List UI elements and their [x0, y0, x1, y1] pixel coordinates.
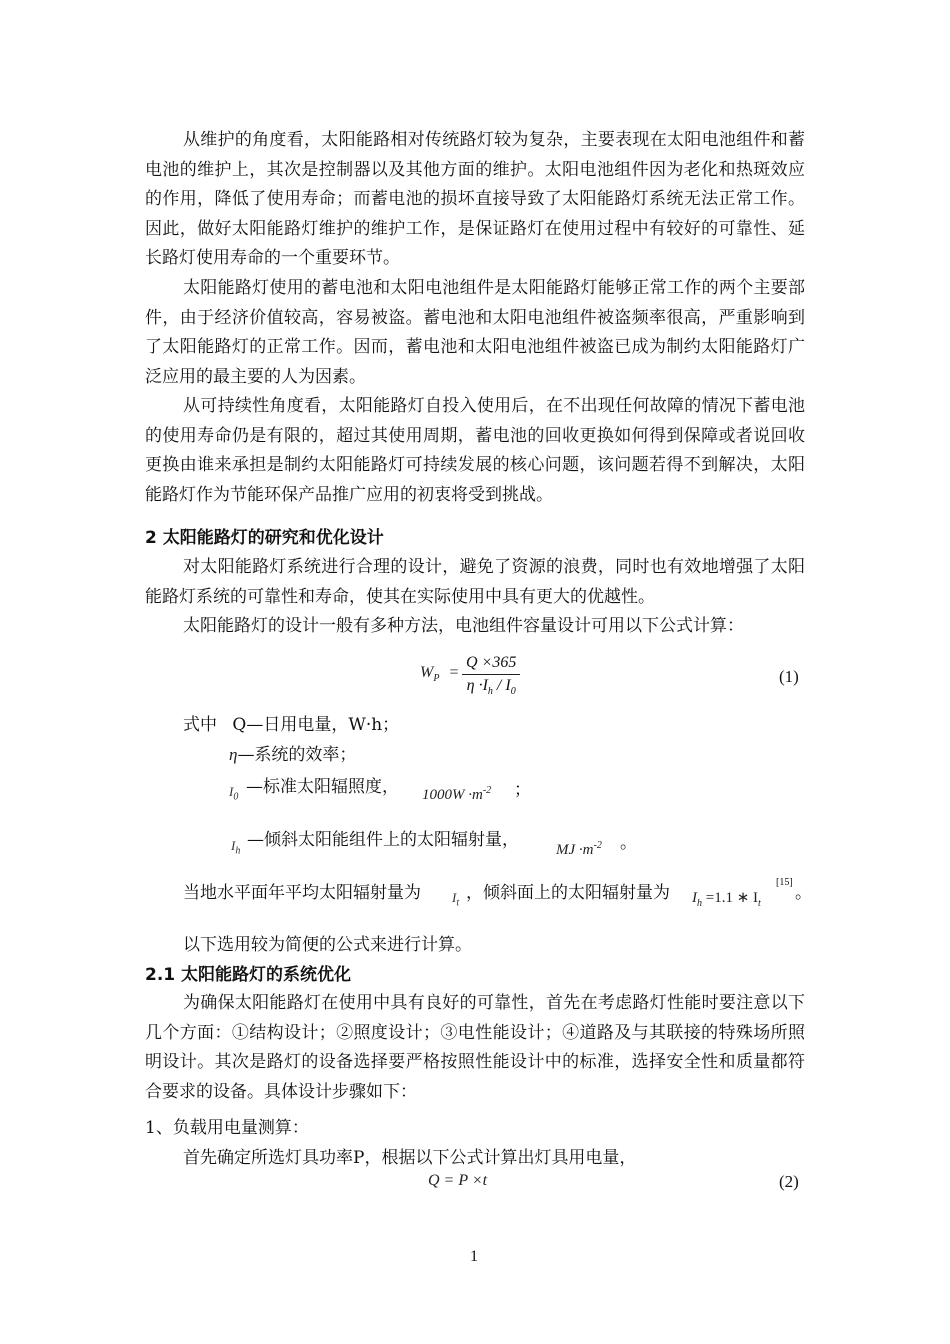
eta-symbol: η: [229, 745, 238, 764]
citation-ref: [15]: [776, 877, 793, 888]
ih-symbol: $I_h$: [231, 838, 241, 857]
document-page: 从维护的角度看，太阳能路相对传统路灯较为复杂，主要表现在太阳电池组件和蓄电池的维护上，其次是控制器以及其他方面的维护。太阳电池组件因为老化和热斑效应的作用，降低了使用寿命；而蓄电池的损坏直接导致了太阳能路灯系统无法正常工作。因此，做好太阳能路灯维护的维护工作，是保证路灯在使用过程中有较好的可靠性、延长路灯使用寿命的一个重要环节。 太阳能路灯使用的蓄电池和太阳电池组件是太阳能路灯能够正常工作的两个主要部件，由于经济价值较高，容易被盗。蓄电池和太阳电池组件被盗频率很高，严重影响到了太阳能路灯的正常工作。因而，蓄电池和太阳电池组件被盗已成为制约太阳能路灯广泛应用的最主要的人为因素。 从可持续性角度看，太阳能路灯自投入使用后，在不出现任何故障的情况下蓄电池的使用寿命仍是有限的，超过其使用周期，蓄电池的回收更换如何得到保障或者说回收更换由谁来承担是制约太阳能路灯可持续发展的核心问题，该问题若得不到解决，太阳能路灯作为节能环保产品推广应用的初衷将受到挑战。 2 太阳能路灯的研究和优化设计 对太阳能路灯系统进行合理的设计，避免了资源的浪费，同时也有效地增强了太阳能路灯系统的可靠性和寿命，使其在实际使用中具有更大的优越性。 太阳能路灯的设计一般有多种方法，电池组件容量设计可用以下公式计算： $W_P$ = Q ×365 $\eta \cdot I_h / I_0$ (1) 式中 Q—日用电量，W·h； η—系统的效率； $I_0$ —标准太阳辐照度， $1000W \cdot m^{-2}$ ； $I_h$ —倾斜太阳能组件上的太阳辐射量， MJ $\cdot m^{-2}$ 。 当地水平面年平均太阳辐射量为 $I_t$ ，倾斜面上的太阳辐射量为 $I_h =1.1$ ∗ $I_t$ [15] 。 以下选用较为简便的公式来进行计算。 2.1 太阳能路灯的系统优化 为确保太阳能路灯在使用中具有良好的可靠性，首先在考虑路灯性能时要注意以下几个方面：①结构设计；②照度设计；③电性能设计；④道路及与其联接的特殊场所照明设计。其次是路灯的设备选择要严格按照性能设计中的标准，选择安全性和质量都符合要求的设备。具体设计步骤如下： 1、负载用电量测算： 首先确定所选灯具功率P，根据以下公式计算出灯具用电量， Q = P ×t (2) 1: [0, 0, 950, 1344]
eq1-lhs: W: [420, 664, 434, 681]
step-heading-1: 1、负载用电量测算：: [145, 1118, 309, 1138]
paragraph-maintenance: 从维护的角度看，太阳能路相对传统路灯较为复杂，主要表现在太阳电池组件和蓄电池的维护上，其次是控制器以及其他方面的维护。太阳电池组件因为老化和热斑效应的作用，降低了使用寿命；而蓄电池的损坏直接导致了太阳能路灯系统无法正常工作。因此，做好太阳能路灯维护的维护工作，是保证路灯在使用过程中有较好的可靠性、延长路灯使用寿命的一个重要环节。: [145, 130, 805, 268]
definition-eta: η—系统的效率；: [229, 745, 357, 765]
eq1-fraction: [462, 654, 520, 697]
paragraph-power: 首先确定所选灯具功率P，根据以下公式计算出灯具用电量，: [183, 1148, 637, 1168]
paragraph-sustainability: 从可持续性角度看，太阳能路灯自投入使用后，在不出现任何故障的情况下蓄电池的使用寿命仍是有限的，超过其使用周期，蓄电池的回收更换如何得到保障或者说回收更换由谁来承担是制约太阳能路灯可持续发展的核心问题，该问题若得不到解决，太阳能路灯作为节能环保产品推广应用的初衷将受到挑战。: [145, 396, 805, 505]
eq1-number: (1): [779, 667, 799, 686]
paragraph-simple-formula: 以下选用较为简便的公式来进行计算。: [183, 935, 472, 955]
definition-q: Q—日用电量，W·h；: [232, 715, 400, 735]
eq2-number: (2): [779, 1172, 799, 1191]
i0-value: $1000W \cdot m^{-2}$: [422, 785, 492, 803]
eq1-fraction-bar: [462, 674, 520, 675]
ih-value: MJ $\cdot m^{-2}$: [556, 840, 602, 858]
paragraph-theft: 太阳能路灯使用的蓄电池和太阳电池组件是太阳能路灯能够正常工作的两个主要部件，由于经济价值较高，容易被盗。蓄电池和太阳电池组件被盗频率很高，严重影响到了太阳能路灯的正常工作。因而，蓄电池和太阳电池组件被盗已成为制约太阳能路灯广泛应用的最主要的人为因素。: [145, 278, 805, 387]
section-heading-2: 2 太阳能路灯的研究和优化设计: [145, 528, 384, 548]
i0-symbol: $I_0$: [229, 784, 239, 803]
paragraph-methods: 太阳能路灯的设计一般有多种方法，电池组件容量设计可用以下公式计算：: [183, 616, 744, 636]
eq2-expression: Q = P ×t: [428, 1172, 488, 1189]
section-heading-2-1: 2.1 太阳能路灯的系统优化: [145, 965, 352, 985]
page-number: 1: [470, 1248, 478, 1265]
eq1-numerator: Q ×365: [466, 654, 517, 671]
eq1-equals: =: [449, 664, 459, 681]
it-symbol: $I_t$: [452, 890, 460, 909]
paragraph-reliability: 为确保太阳能路灯在使用中具有良好的可靠性，首先在考虑路灯性能时要注意以下几个方面：①结构设计；②照度设计；③电性能设计；④道路及与其联接的特殊场所照明设计。其次是路灯的设备选择要严格按照性能设计中的标准，选择安全性和质量都符合要求的设备。具体设计步骤如下：: [145, 993, 805, 1102]
paragraph-design-intro: 对太阳能路灯系统进行合理的设计，避免了资源的浪费，同时也有效地增强了太阳能路灯系统的可靠性和寿命，使其在实际使用中具有更大的优越性。: [145, 557, 805, 607]
eq1-denominator: $\eta \cdot I_h / I_0$: [466, 677, 516, 698]
definition-intro: 式中 Q—日用电量，W·h；: [183, 715, 400, 735]
eq1-lhs-sub: P: [433, 673, 440, 685]
relation-expression: $I_h =1.1$ ∗ $I_t$: [692, 890, 761, 909]
